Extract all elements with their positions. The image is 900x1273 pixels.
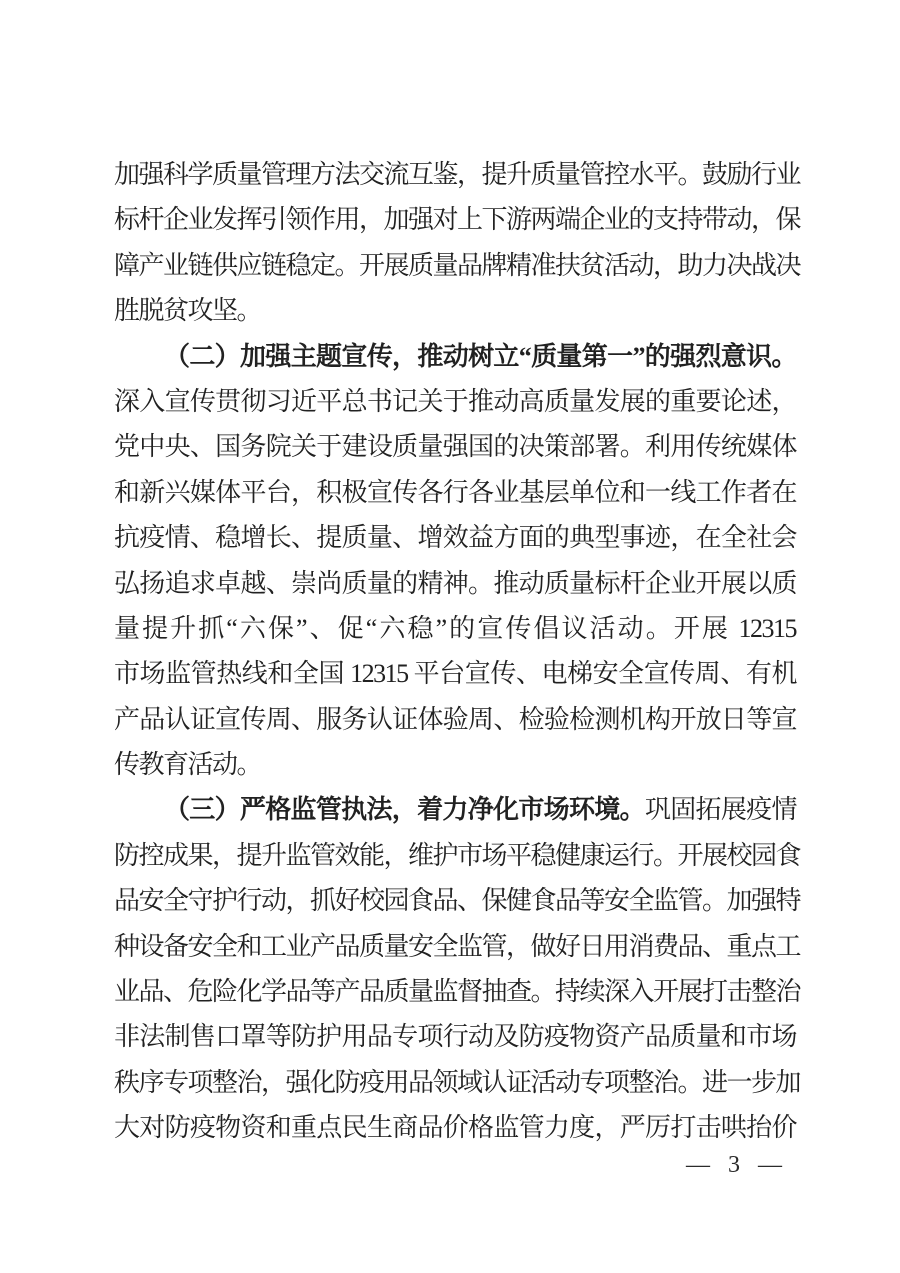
body-text-run: 弘扬追求卓越、崇尚质量的精神。推动质量标杆企业开展以质 xyxy=(114,568,796,598)
body-text-run: 大对防疫物资和重点民生商品价格监管力度，严厉打击哄抬价 xyxy=(114,1113,796,1143)
body-text-run: 市场监管热线和全国 12315 平台宣传、电梯安全宣传周、有机 xyxy=(114,659,796,689)
body-text-run: 深入宣传贯彻习近平总书记关于推动高质量发展的重要论述， xyxy=(114,386,796,416)
body-text-run: 量提升抓“六保”、促“六稳”的宣传倡议活动。开展 12315 xyxy=(114,613,796,643)
text-line xyxy=(114,697,796,742)
text-line xyxy=(114,787,796,832)
text-line xyxy=(114,924,801,969)
body-text-run: 抗疫情、稳增长、提质量、增效益方面的典型事迹，在全社会 xyxy=(114,523,796,553)
text-line xyxy=(114,152,801,197)
body-text-run: 防控成果，提升监管效能，维护市场平稳健康运行。开展校园食 xyxy=(114,840,801,870)
text-line xyxy=(114,424,796,469)
section-heading-run: （二）加强主题宣传，推动树立“质量第一”的强烈意识。 xyxy=(164,341,796,371)
text-line xyxy=(114,470,796,515)
text-line xyxy=(114,334,796,379)
text-line xyxy=(114,288,796,333)
body-text-run: 党中央、国务院关于建设质量强国的决策部署。利用传统媒体 xyxy=(114,432,796,462)
text-line xyxy=(114,606,796,651)
text-line xyxy=(114,1060,801,1105)
section-heading-run: （三）严格监管执法，着力净化市场环境。 xyxy=(164,795,645,825)
body-text-run: 标杆企业发挥引领作用，加强对上下游两端企业的支持带动，保 xyxy=(114,205,801,235)
body-text-run: 障产业链供应链稳定。开展质量品牌精准扶贫活动，助力决战决 xyxy=(114,250,801,280)
text-line xyxy=(114,561,796,606)
text-line xyxy=(114,197,801,242)
text-line xyxy=(114,833,801,878)
text-line xyxy=(114,651,796,696)
document-body-text xyxy=(114,152,801,1151)
body-text-run: 加强科学质量管理方法交流互鉴，提升质量管控水平。鼓励行业 xyxy=(114,160,801,189)
body-text-run: 巩固拓展疫情 xyxy=(644,795,796,825)
body-text-run: 非法制售口罩等防护用品专项行动及防疫物资产品质量和市场 xyxy=(114,1022,796,1052)
body-text-run: 传教育活动。 xyxy=(114,750,262,780)
body-text-run: 业品、危险化学品等产品质量监督抽查。持续深入开展打击整治 xyxy=(114,977,801,1007)
text-line xyxy=(114,379,796,424)
text-line xyxy=(114,1105,796,1150)
text-line xyxy=(114,878,801,923)
body-text-run: 产品认证宣传周、服务认证体验周、检验检测机构开放日等宣 xyxy=(114,704,796,734)
text-line xyxy=(114,969,801,1014)
body-text-run: 种设备安全和工业产品质量安全监管，做好日用消费品、重点工 xyxy=(114,931,801,961)
body-text-run: 胜脱贫攻坚。 xyxy=(114,296,262,326)
body-text-run: 和新兴媒体平台，积极宣传各行各业基层单位和一线工作者在 xyxy=(114,477,796,507)
page-number: — 3 — xyxy=(686,1152,788,1178)
text-line xyxy=(114,1014,796,1059)
text-line xyxy=(114,515,796,560)
text-line xyxy=(114,742,796,787)
text-line xyxy=(114,243,801,288)
body-text-run: 秩序专项整治，强化防疫用品领域认证活动专项整治。进一步加 xyxy=(114,1067,801,1097)
body-text-run: 品安全守护行动，抓好校园食品、保健食品等安全监管。加强特 xyxy=(114,886,801,916)
